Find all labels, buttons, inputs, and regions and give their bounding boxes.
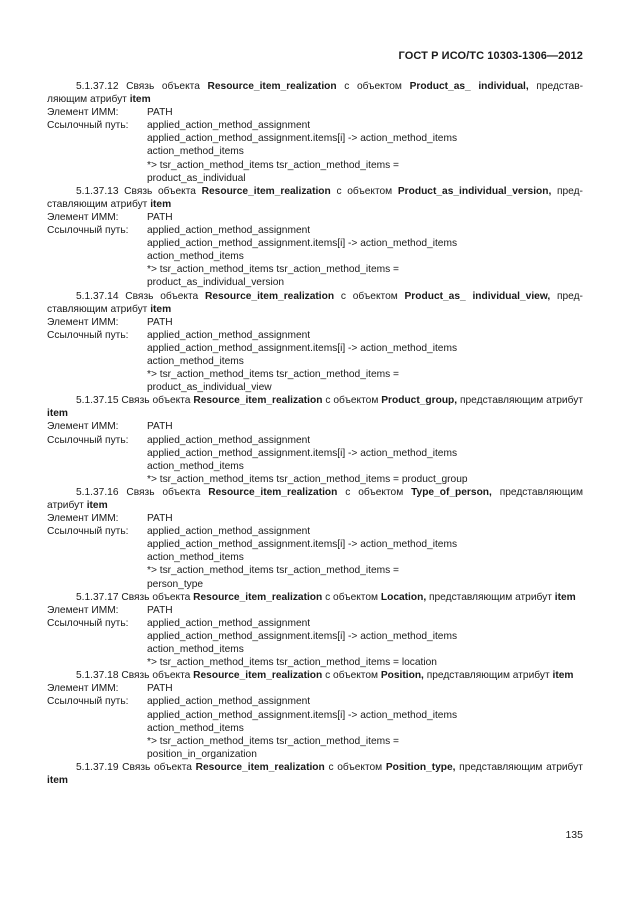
clause-pre-text: Связь объекта [121,395,191,407]
element-value: PATH [147,513,173,525]
element-row [47,604,583,617]
path-label: Ссылочный путь: [47,434,129,446]
clause-heading [47,761,583,787]
element-label: Элемент ИММ: [47,513,119,525]
element-row [47,682,583,695]
path-line: product_as_individual_view [147,382,272,394]
clause-continuation-text: атрибут [546,761,583,773]
attribute-name: item [150,303,172,315]
path-line: *> tsr_action_method_items tsr_action_method_items = [147,159,399,171]
path-line: action_method_items [147,552,244,564]
element-row [47,316,583,329]
entity-name: Resource_item_realization [195,761,325,773]
clause-section [47,669,583,761]
element-row [47,106,583,119]
clause-post-text: представляющим [460,395,544,407]
element-value: PATH [147,316,173,328]
attribute-name: item [150,198,172,210]
clause-mid-text: с объектом [345,486,404,498]
clause-mid-text: с объектом [325,395,379,407]
path-line: applied_action_method_assignment.items[i] -> action_method_items [147,133,458,145]
path-line: *> tsr_action_method_items tsr_action_method_items = [147,264,399,276]
element-value: PATH [147,211,173,223]
element-value: PATH [147,604,173,616]
clause-mid-text: с объектом [344,81,402,92]
clause-mid-text: с объектом [328,761,383,773]
path-row [47,525,583,538]
target-entity-name: Location, [380,591,427,603]
path-line: *> tsr_action_method_items tsr_action_method_items = [147,735,399,747]
entity-name: Resource_item_realization [193,670,323,682]
clause-number: 5.1.37.13 [76,185,119,197]
element-row [47,420,583,433]
path-line: action_method_items [147,460,244,472]
element-value: PATH [147,683,173,695]
path-line: applied_action_method_assignment.items[i] -> action_method_items [147,342,458,354]
clause-section [47,394,583,486]
path-line: product_as_individual_version [147,277,285,289]
path-line: applied_action_method_assignment [147,329,311,341]
path-line: applied_action_method_assignment [147,696,311,708]
path-line: applied_action_method_assignment.items[i] -> action_method_items [147,447,458,459]
clause-continuation-text: ставляющим атрибут [47,303,148,315]
element-label: Элемент ИММ: [47,421,119,433]
path-label: Ссылочный путь: [47,617,129,629]
path-row [47,224,583,237]
element-label: Элемент ИММ: [47,604,119,616]
clause-post-text: пред- [556,185,583,197]
path-line: action_method_items [147,644,244,656]
clause-section [47,761,583,787]
path-line: product_as_individual [147,172,246,184]
target-entity-name: Position, [380,670,424,682]
path-line: applied_action_method_assignment.items[i] -> action_method_items [147,539,458,551]
clause-heading [47,394,583,420]
attribute-name: item [47,408,68,420]
clause-post-text: представ- [536,81,584,92]
document-header: ГОСТ Р ИСО/ТС 10303-1306—2012 [398,50,583,62]
path-row [47,695,583,708]
path-line: applied_action_method_assignment.items[i] -> action_method_items [147,709,458,721]
path-line: *> tsr_action_method_items tsr_action_method_items = location [147,657,437,669]
clause-section [47,80,583,185]
clause-heading [47,290,583,316]
clause-number: 5.1.37.19 [76,761,119,773]
attribute-name: item [554,591,576,603]
path-line: applied_action_method_assignment.items[i] -> action_method_items [147,238,458,250]
path-line: applied_action_method_assignment [147,617,311,629]
clause-post-text: пред- [556,290,583,302]
clause-number: 5.1.37.18 [76,670,119,682]
clause-continuation-text: ставляющим атрибут [47,198,148,210]
element-label: Элемент ИММ: [47,107,119,119]
clause-post-text: представляющим атрибут [429,591,552,603]
target-entity-name: Product_as_ individual, [409,81,529,92]
element-row [47,211,583,224]
path-line: action_method_items [147,722,244,734]
entity-name: Resource_item_realization [208,486,338,498]
clause-mid-text: с объектом [336,185,393,197]
entity-name: Resource_item_realization [193,395,323,407]
path-line: action_method_items [147,355,244,367]
path-line: person_type [147,578,204,590]
clause-post-text: представляющим [459,761,543,773]
path-label: Ссылочный путь: [47,526,129,538]
clause-heading [47,80,583,106]
element-row [47,512,583,525]
clause-pre-text: Связь объекта [125,290,199,302]
clause-pre-text: Связь объекта [121,670,191,682]
clause-pre-text: Связь объекта [124,185,196,197]
path-line: applied_action_method_assignment [147,434,311,446]
document-body [47,80,583,787]
clause-continuation-text: атрибут [546,395,583,407]
entity-name: Resource_item_realization [193,591,323,603]
attribute-name: item [129,94,151,106]
clause-pre-text: Связь объекта [126,486,201,498]
path-label: Ссылочный путь: [47,120,129,132]
path-label: Ссылочный путь: [47,329,129,341]
clause-pre-text: Связь объекта [126,81,200,92]
clause-post-text: представляющим атрибут [426,670,550,682]
element-label: Элемент ИММ: [47,211,119,223]
clause-section [47,290,583,395]
clause-continuation-text: ляющим атрибут [47,94,127,106]
clause-post-text: представляющим [499,486,583,498]
clause-number: 5.1.37.15 [76,395,119,407]
clause-number: 5.1.37.16 [76,486,119,498]
target-entity-name: Product_as_individual_version, [397,185,552,197]
entity-name: Resource_item_realization [201,185,331,197]
attribute-name: item [86,500,108,511]
path-row [47,329,583,342]
target-entity-name: Product_as_ individual_view, [404,290,551,302]
clause-number: 5.1.37.12 [76,81,119,92]
target-entity-name: Position_type, [385,761,456,773]
element-label: Элемент ИММ: [47,683,119,695]
path-row [47,434,583,447]
path-row [47,617,583,630]
clause-heading [47,591,583,604]
element-value: PATH [147,107,173,119]
clause-section [47,185,583,290]
entity-name: Resource_item_realization [207,81,337,92]
attribute-name: item [47,774,68,786]
clause-mid-text: с объектом [325,591,379,603]
clause-pre-text: Связь объекта [121,591,191,603]
clause-continuation-text: атрибут [47,500,84,511]
path-row [47,119,583,132]
clause-mid-text: с объектом [325,670,379,682]
target-entity-name: Product_group, [381,395,458,407]
clause-number: 5.1.37.14 [76,290,119,302]
clause-section [47,486,583,591]
clause-section [47,591,583,670]
clause-heading [47,669,583,682]
path-line: applied_action_method_assignment [147,526,311,538]
path-line: *> tsr_action_method_items tsr_action_method_items = [147,369,399,381]
page-number: 135 [565,829,583,841]
path-line: applied_action_method_assignment [147,120,311,132]
path-line: position_in_organization [147,748,257,760]
path-line: applied_action_method_assignment [147,225,311,237]
path-line: *> tsr_action_method_items tsr_action_method_items = product_group [147,473,468,485]
clause-heading [47,185,583,211]
path-line: action_method_items [147,251,244,263]
path-line: applied_action_method_assignment.items[i] -> action_method_items [147,630,458,642]
clause-mid-text: с объектом [340,290,398,302]
clause-heading [47,486,583,512]
path-line: *> tsr_action_method_items tsr_action_method_items = [147,565,399,577]
clause-number: 5.1.37.17 [76,591,119,603]
clause-pre-text: Связь объекта [122,761,192,773]
path-label: Ссылочный путь: [47,696,129,708]
entity-name: Resource_item_realization [204,290,335,302]
element-value: PATH [147,421,173,433]
attribute-name: item [552,670,574,682]
path-label: Ссылочный путь: [47,225,129,237]
element-label: Элемент ИММ: [47,316,119,328]
target-entity-name: Type_of_person, [411,486,492,498]
path-line: action_method_items [147,146,244,158]
